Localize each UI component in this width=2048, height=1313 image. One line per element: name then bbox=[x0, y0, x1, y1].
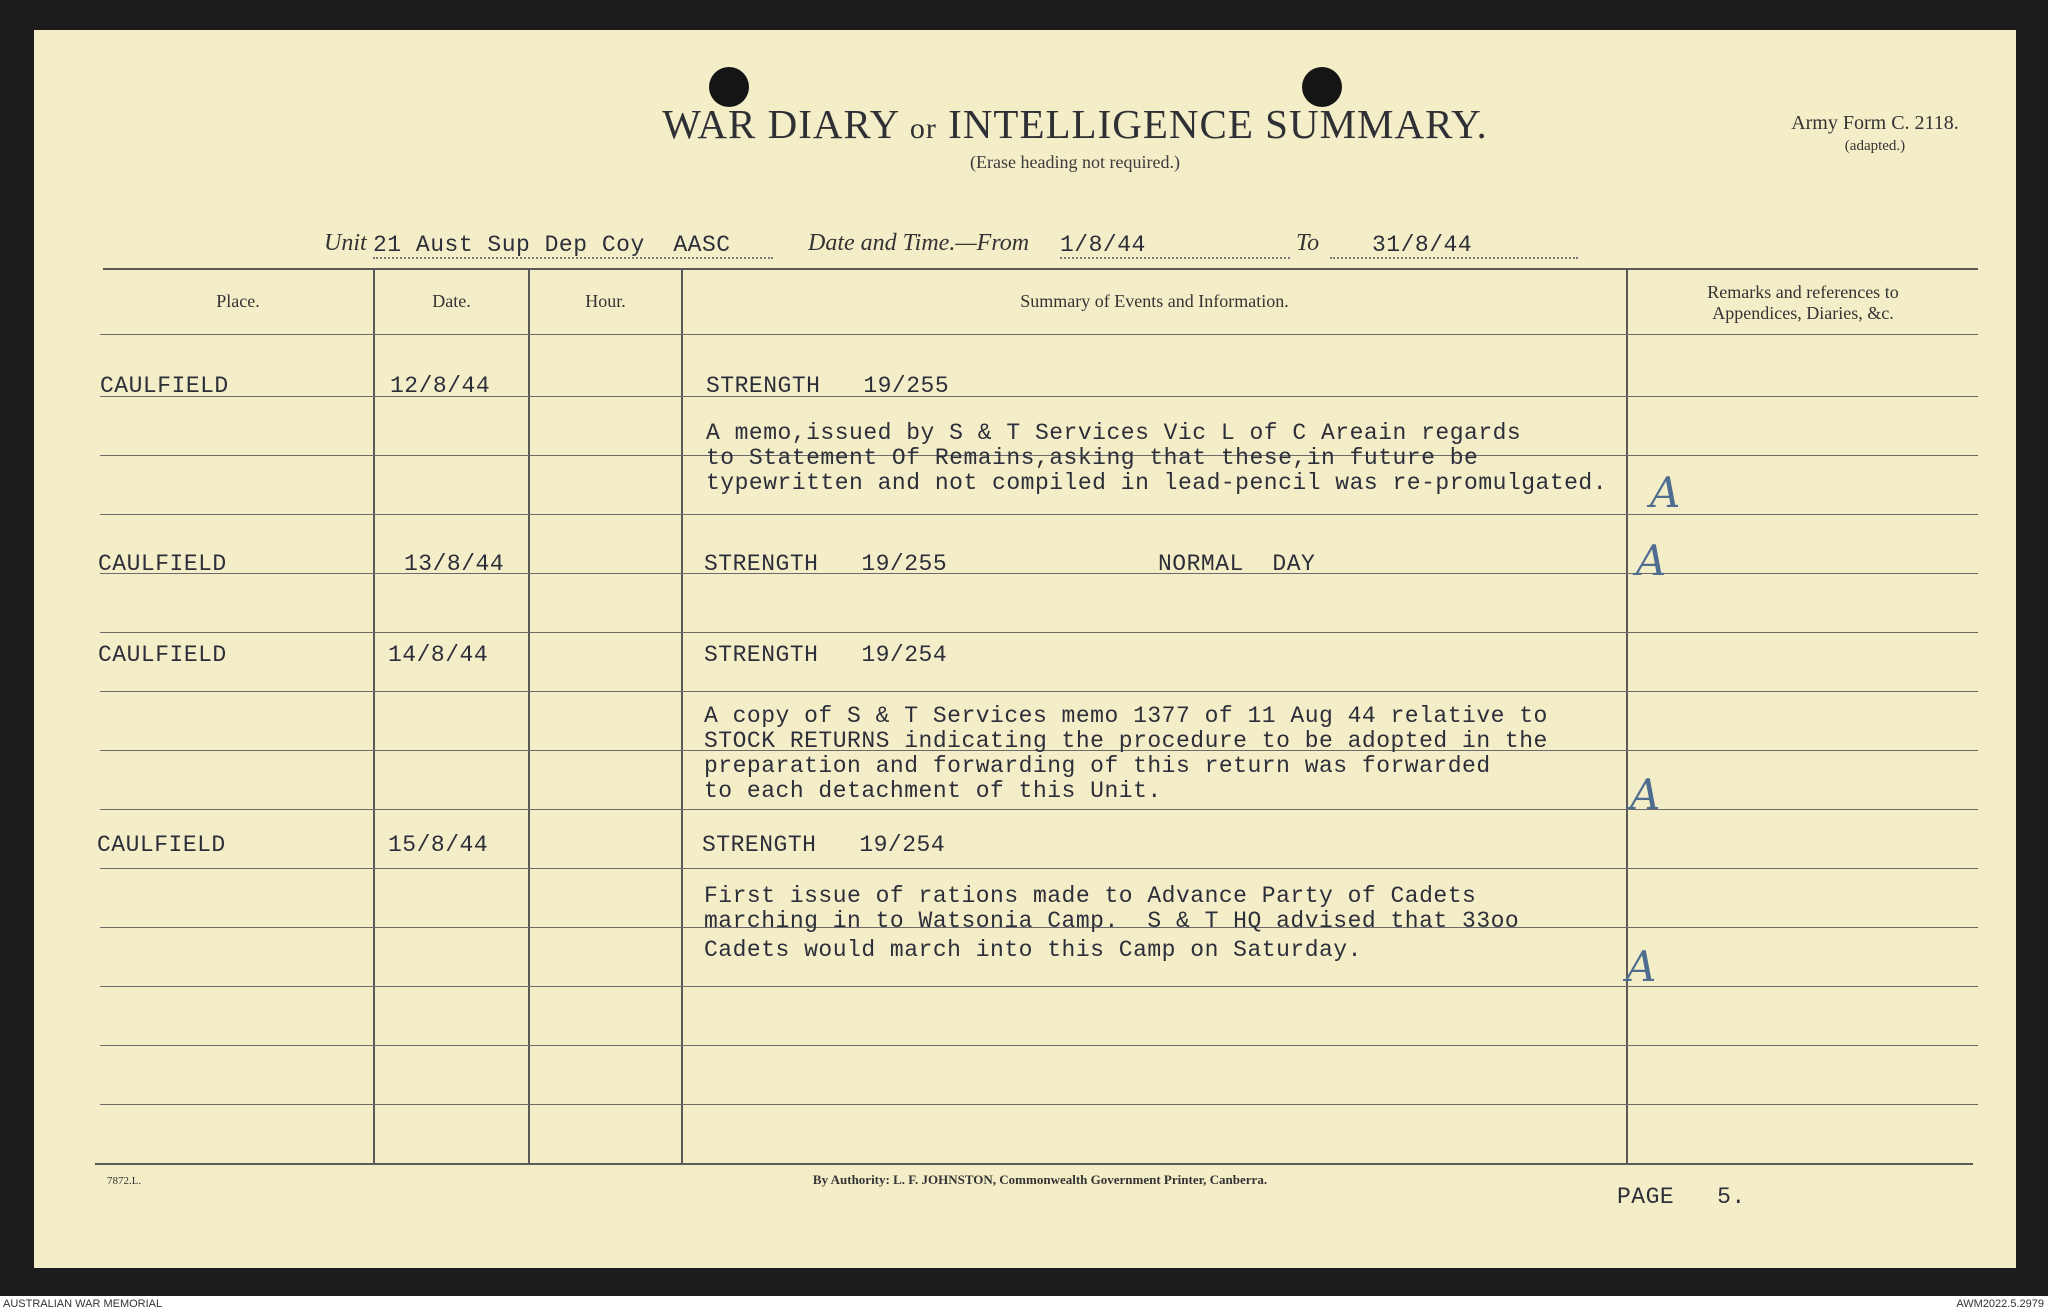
remarks-initial-mark: A bbox=[1650, 468, 1681, 517]
entry-place: CAULFIELD bbox=[98, 642, 227, 668]
table-top-rule bbox=[103, 268, 1978, 270]
row-rule bbox=[100, 986, 1978, 987]
col-divider-hour bbox=[681, 270, 683, 1165]
remarks-initial-mark: A bbox=[1630, 770, 1661, 819]
unit-value: 21 Aust Sup Dep Coy AASC bbox=[373, 232, 731, 258]
entry-line: STOCK RETURNS indicating the procedure to be adopted in the bbox=[704, 728, 1548, 754]
unit-dotted-line bbox=[373, 257, 773, 259]
row-rule bbox=[100, 396, 1978, 397]
row-rule bbox=[100, 1045, 1978, 1046]
entry-strength: STRENGTH 19/254 bbox=[704, 642, 948, 668]
diary-sheet bbox=[34, 30, 2016, 1268]
entry-note: NORMAL DAY bbox=[1158, 551, 1316, 577]
col-head-date: Date. bbox=[432, 291, 471, 311]
row-rule bbox=[100, 573, 1978, 574]
archive-caption-strip bbox=[0, 1296, 2048, 1313]
row-rule bbox=[100, 868, 1978, 869]
entry-line: to Statement Of Remains,asking that these,in future be bbox=[706, 445, 1479, 471]
col-head-remarks: Remarks and references to Appendices, Diaries, &c. bbox=[1707, 282, 1899, 323]
col-divider-date bbox=[528, 270, 530, 1165]
entry-date: 13/8/44 bbox=[404, 551, 505, 577]
col-head-hour: Hour. bbox=[585, 291, 626, 311]
from-date: 1/8/44 bbox=[1060, 232, 1146, 258]
entry-date: 14/8/44 bbox=[388, 642, 489, 668]
entry-line: typewritten and not compiled in lead-pencil was re-promulgated. bbox=[706, 470, 1608, 496]
entry-line: marching in to Watsonia Camp. S & T HQ advised that 33oo bbox=[704, 908, 1520, 934]
from-dotted-line bbox=[1060, 257, 1290, 259]
entry-line: A copy of S & T Services memo 1377 of 11 Aug 44 relative to bbox=[704, 703, 1548, 729]
page-subtitle: (Erase heading not required.) bbox=[970, 152, 1180, 172]
table-bottom-rule bbox=[95, 1163, 1973, 1165]
entry-strength: STRENGTH 19/255 bbox=[706, 373, 950, 399]
col-head-summary: Summary of Events and Information. bbox=[1020, 291, 1289, 311]
remarks-initial-mark: A bbox=[1626, 942, 1657, 991]
col-head-place: Place. bbox=[216, 291, 260, 311]
to-label: To bbox=[1296, 230, 1320, 256]
to-dotted-line bbox=[1330, 257, 1578, 259]
entry-line: First issue of rations made to Advance Party of Cadets bbox=[704, 883, 1477, 909]
row-rule bbox=[100, 691, 1978, 692]
archive-name: AUSTRALIAN WAR MEMORIAL bbox=[3, 1298, 163, 1310]
archive-reference: AWM2022.5.2979 bbox=[1956, 1298, 2044, 1310]
entry-strength: STRENGTH 19/255 bbox=[704, 551, 948, 577]
to-date: 31/8/44 bbox=[1372, 232, 1473, 258]
row-rule bbox=[100, 632, 1978, 633]
entry-place: CAULFIELD bbox=[100, 373, 229, 399]
form-number: 7872.L. bbox=[107, 1175, 142, 1187]
row-rule bbox=[100, 1104, 1978, 1105]
army-form-adapted: (adapted.) bbox=[1844, 138, 1906, 154]
remarks-initial-mark: A bbox=[1636, 536, 1667, 585]
entry-place: CAULFIELD bbox=[98, 551, 227, 577]
unit-label: Unit bbox=[324, 230, 367, 256]
army-form-number: Army Form C. 2118. bbox=[1791, 112, 1959, 134]
row-rule bbox=[100, 809, 1978, 810]
col-divider-place bbox=[373, 270, 375, 1165]
entry-strength: STRENGTH 19/254 bbox=[702, 832, 946, 858]
printer-authority: By Authority: L. F. JOHNSTON, Commonwealth Government Printer, Canberra. bbox=[812, 1172, 1268, 1187]
row-rule bbox=[100, 334, 1978, 335]
page-number: PAGE 5. bbox=[1617, 1184, 1746, 1210]
col-divider-summary bbox=[1626, 270, 1628, 1165]
entry-date: 15/8/44 bbox=[388, 832, 489, 858]
entry-line: Cadets would march into this Camp on Saturday. bbox=[704, 937, 1362, 963]
entry-line: to each detachment of this Unit. bbox=[704, 778, 1162, 804]
entry-line: preparation and forwarding of this return was forwarded bbox=[704, 753, 1491, 779]
entry-place: CAULFIELD bbox=[97, 832, 226, 858]
row-rule bbox=[100, 514, 1978, 515]
entry-date: 12/8/44 bbox=[390, 373, 491, 399]
entry-line: A memo,issued by S & T Services Vic L of C Areain regards bbox=[706, 420, 1522, 446]
date-time-label: Date and Time.—From bbox=[808, 230, 1030, 256]
page-title: WAR DIARY or INTELLIGENCE SUMMARY. bbox=[662, 101, 1488, 147]
